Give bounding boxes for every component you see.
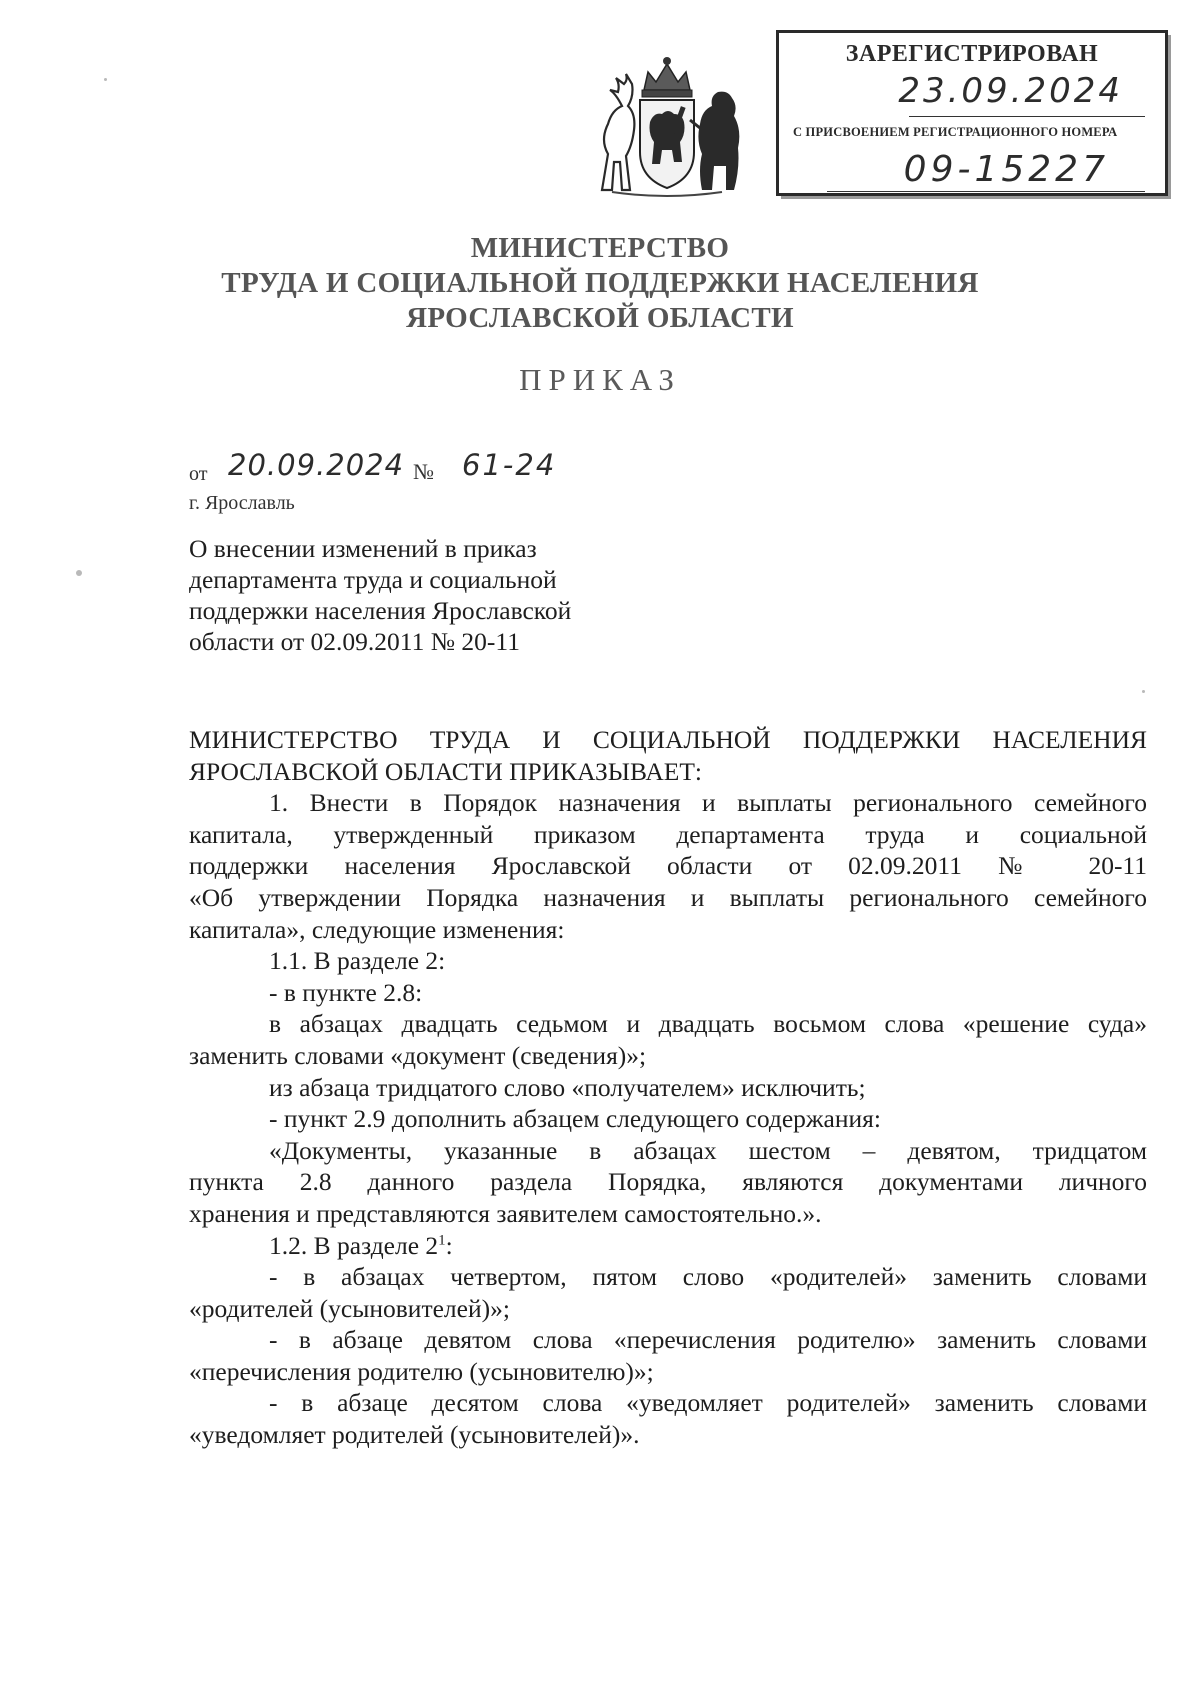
number-label: № (413, 459, 434, 484)
stamp-title: ЗАРЕГИСТРИРОВАН (845, 41, 1099, 67)
preamble-line: ЯРОСЛАВСКОЙ ОБЛАСТИ ПРИКАЗЫВАЕТ: (189, 756, 703, 786)
stamp-divider (827, 191, 1145, 192)
ministry-title-line3: ЯРОСЛАВСКОЙ ОБЛАСТИ (406, 302, 794, 334)
paragraph-line: «перечисления родителю (усыновителю)»; (189, 1356, 654, 1386)
scan-speck (76, 570, 82, 576)
scan-speck (104, 78, 107, 81)
section-ref: 1.2. В разделе 2 (269, 1230, 439, 1260)
scan-speck (1142, 690, 1145, 693)
paragraph-line: «Документы, указанные в абзацах шестом – девятом, тридцатом (269, 1135, 1147, 1165)
section-superscript: 1 (438, 1232, 446, 1248)
order-number-handwritten: 61-24 (462, 448, 557, 482)
paragraph-line: «уведомляет родителей (усыновителей)». (189, 1420, 640, 1450)
subject-line: О внесении изменений в приказ (189, 534, 537, 563)
ministry-title-line2: ТРУДА И СОЦИАЛЬНОЙ ПОДДЕРЖКИ НАСЕЛЕНИЯ (221, 267, 979, 299)
registration-stamp (776, 30, 1168, 196)
stamp-divider (909, 116, 1145, 117)
section-colon: : (445, 1230, 453, 1260)
paragraph-line: - в абзаце девятом слова «перечисления родителю» заменить словами (269, 1325, 1147, 1355)
paragraph-line: в абзацах двадцать седьмом и двадцать восьмом слова «решение суда» (269, 1009, 1147, 1039)
paragraph-line: - в пункте 2.8: (269, 977, 423, 1007)
order-subject (189, 533, 649, 657)
paragraph-line: - пункт 2.9 дополнить абзацем следующего содержания: (269, 1104, 881, 1134)
ministry-title-line1: МИНИСТЕРСТВО (470, 232, 730, 264)
paragraph-line: «Об утверждении Порядка назначения и выплаты регионального семейного (189, 882, 1147, 912)
document-type-heading: ПРИКАЗ (519, 362, 681, 397)
date-label: от (189, 463, 208, 485)
coat-of-arms-emblem (582, 50, 752, 200)
subject-line: поддержки населения Ярославской (189, 596, 572, 625)
paragraph-line: капитала, утвержденный приказом департамента труда и социальной (189, 819, 1147, 849)
paragraph-line: «родителей (усыновителей)»; (189, 1293, 510, 1323)
paragraph-line: хранения и представляются заявителем самостоятельно.». (189, 1198, 822, 1228)
stamp-registration-number: 09-15227 (903, 149, 1109, 190)
paragraph-line: - в абзацах четвертом, пятом слово «родителей» заменить словами (269, 1262, 1147, 1292)
paragraph-line: заменить словами «документ (сведения)»; (189, 1040, 647, 1070)
paragraph-line: из абзаца тридцатого слово «получателем» исключить; (269, 1072, 866, 1102)
paragraph-line: 1.1. В разделе 2: (269, 946, 446, 976)
paragraph-line: поддержки населения Ярославской области от 02.09.2011 № 20-11 (189, 851, 1147, 881)
stamp-subtitle: С ПРИСВОЕНИЕМ РЕГИСТРАЦИОННОГО НОМЕРА (793, 125, 1118, 139)
order-date-handwritten: 20.09.2024 (228, 448, 405, 482)
paragraph-line: пункта 2.8 данного раздела Порядка, являются документами личного (189, 1167, 1147, 1197)
preamble-line: МИНИСТЕРСТВО ТРУДА И СОЦИАЛЬНОЙ ПОДДЕРЖКИ НАСЕЛЕНИЯ (189, 725, 1147, 754)
city-label: г. Ярославль (189, 492, 295, 514)
subject-line: департамента труда и социальной (189, 565, 557, 594)
paragraph-line (189, 1230, 1147, 1262)
order-body (189, 724, 1147, 1451)
paragraph-line: капитала», следующие изменения: (189, 914, 565, 944)
paragraph-line: - в абзаце десятом слова «уведомляет родителей» заменить словами (269, 1388, 1147, 1418)
paragraph-line: 1. Внести в Порядок назначения и выплаты регионального семейного (269, 788, 1147, 818)
subject-line: области от 02.09.2011 № 20-11 (189, 627, 520, 656)
stamp-handwritten-date: 23.09.2024 (898, 71, 1123, 111)
